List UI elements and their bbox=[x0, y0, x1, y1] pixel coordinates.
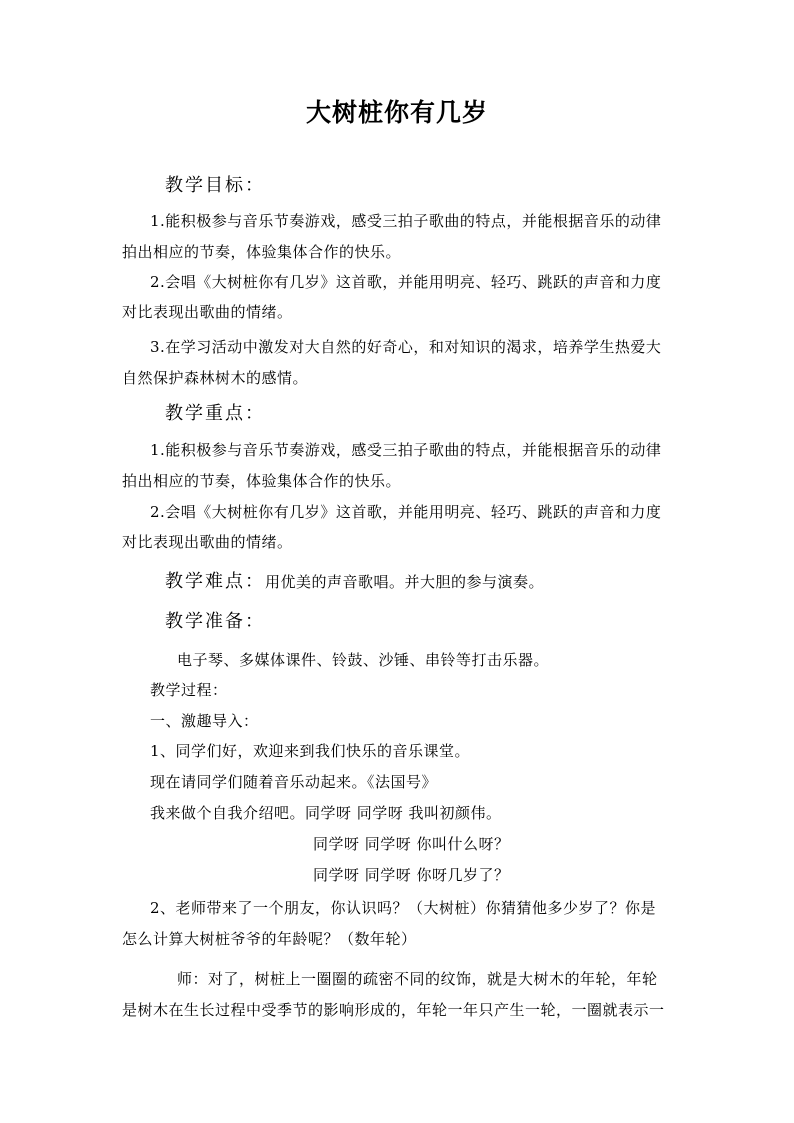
goal-2-line-2: 对比表现出歌曲的情绪。 bbox=[122, 303, 293, 321]
goal-1-line-2: 拍出相应的节奏，体验集体合作的快乐。 bbox=[122, 243, 402, 261]
goal-1-line-1: 1.能积极参与音乐节奏游戏，感受三拍子歌曲的特点，并能根据音乐的动律 bbox=[150, 212, 662, 230]
key-point-1-line-1: 1.能积极参与音乐节奏游戏，感受三拍子歌曲的特点，并能根据音乐的动律 bbox=[150, 441, 662, 459]
goal-3-line-1: 3.在学习活动中激发对大自然的好奇心，和对知识的渴求，培养学生热爱大 bbox=[150, 338, 662, 356]
preparation-heading: 教学准备： bbox=[165, 611, 265, 632]
process-section-1: 一、激趣导入： bbox=[150, 712, 259, 730]
process-step-1b: 现在请同学们随着音乐动起来。《法国号》 bbox=[150, 773, 438, 791]
difficulty-row bbox=[165, 570, 544, 594]
goal-2-line-1: 2.会唱《大树桩你有几岁》这首歌，并能用明亮、轻巧、跳跃的声音和力度 bbox=[150, 273, 662, 291]
process-step-1: 1、同学们好，欢迎来到我们快乐的音乐课堂。 bbox=[150, 742, 471, 760]
preparation-text: 电子琴、多媒体课件、铃鼓、沙锤、串铃等打击乐器。 bbox=[177, 651, 550, 669]
goals-heading: 教学目标： bbox=[165, 175, 265, 196]
process-step-2-line-2: 怎么计算大树桩爷爷的年龄呢？（数年轮） bbox=[122, 930, 417, 948]
process-intro: 我来做个自我介绍吧。同学呀 同学呀 我叫初颜伟。 bbox=[150, 804, 502, 822]
process-intro-3: 同学呀 同学呀 你呀几岁了？ bbox=[313, 866, 510, 884]
process-step-2-line-1: 2、老师带来了一个朋友，你认识吗？（大树桩）你猜猜他多少岁了？你是 bbox=[150, 899, 657, 917]
key-point-1-line-2: 拍出相应的节奏，体验集体合作的快乐。 bbox=[122, 472, 402, 490]
key-point-2-line-1: 2.会唱《大树桩你有几岁》这首歌，并能用明亮、轻巧、跳跃的声音和力度 bbox=[150, 503, 662, 521]
teacher-line-2: 是树木在生长过程中受季节的影响形成的，年轮一年只产生一轮，一圈就表示一 bbox=[122, 1001, 665, 1019]
document-title: 大树桩你有几岁 bbox=[305, 98, 488, 127]
difficulty-text: 用优美的声音歌唱。并大胆的参与演奏。 bbox=[265, 573, 545, 591]
difficulty-heading: 教学难点： bbox=[165, 571, 265, 592]
process-heading: 教学过程： bbox=[150, 681, 228, 699]
key-point-2-line-2: 对比表现出歌曲的情绪。 bbox=[122, 533, 293, 551]
goal-3-line-2: 自然保护森林树木的感情。 bbox=[122, 369, 309, 387]
key-points-heading: 教学重点： bbox=[165, 403, 265, 424]
teacher-line-1: 师：对了，树桩上一圈圈的疏密不同的纹饰，就是大树木的年轮，年轮 bbox=[177, 970, 658, 988]
process-intro-2: 同学呀 同学呀 你叫什么呀？ bbox=[313, 835, 510, 853]
